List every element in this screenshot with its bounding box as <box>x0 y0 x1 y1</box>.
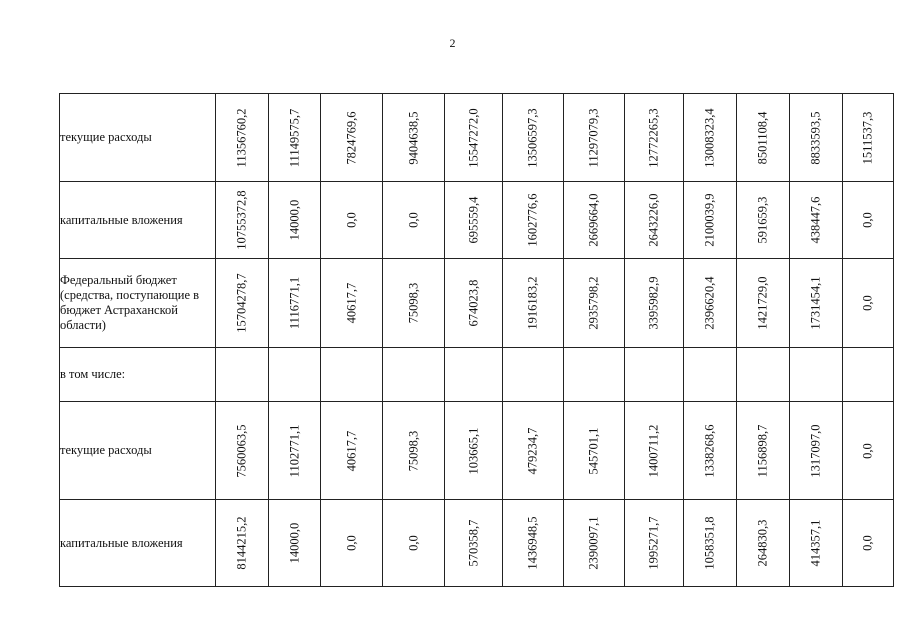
cell-value: 15547272,0 <box>466 107 480 168</box>
value-cell <box>445 259 503 348</box>
cell-value: 2100039,9 <box>702 193 717 247</box>
cell-value: 2390097,1 <box>586 516 601 570</box>
value-cell <box>790 94 843 182</box>
cell-value: 75098,3 <box>406 282 420 324</box>
cell-value: 2669664,0 <box>586 193 601 247</box>
cell-value: 1731454,1 <box>808 276 823 330</box>
row-capital-investments <box>60 182 894 259</box>
cell-value: 13008323,4 <box>702 107 717 168</box>
row-label: Федеральный бюджет (средства, поступающие в бюджет Астраханской области) <box>60 259 216 348</box>
cell-value: 570358,7 <box>466 519 480 567</box>
value-cell <box>564 182 625 259</box>
cell-value: 12772265,3 <box>646 107 661 168</box>
value-cell <box>684 402 737 500</box>
cell-value: 1058351,8 <box>702 516 717 570</box>
cell-value: 0,0 <box>860 442 875 459</box>
cell-value: 75098,3 <box>406 430 420 471</box>
value-cell <box>216 94 269 182</box>
value-cell <box>790 182 843 259</box>
row-label: в том числе: <box>60 348 216 402</box>
value-cell <box>625 182 684 259</box>
cell-value: 8833593,5 <box>808 110 823 165</box>
value-cell <box>321 182 383 259</box>
cell-value: 0,0 <box>860 535 875 551</box>
row-federal-capital-investments <box>60 500 894 587</box>
value-cell <box>564 500 625 587</box>
cell-value: 11356760,2 <box>234 108 249 167</box>
value-cell <box>445 348 503 402</box>
value-cell <box>843 182 894 259</box>
row-label: капитальные вложения <box>60 500 216 587</box>
value-cell <box>216 500 269 587</box>
value-cell <box>503 500 564 587</box>
cell-value: 695559,4 <box>466 196 480 244</box>
cell-value: 0,0 <box>860 295 875 311</box>
cell-value: 1317097,0 <box>808 423 823 478</box>
value-cell <box>564 402 625 500</box>
cell-value: 103665,1 <box>466 427 480 474</box>
value-cell <box>564 94 625 182</box>
value-cell <box>269 259 321 348</box>
row-label: капитальные вложения <box>60 182 216 259</box>
cell-value: 3395982,9 <box>646 276 661 330</box>
cell-value: 10755372,8 <box>234 190 249 250</box>
row-federal-current-expenses <box>60 402 894 500</box>
cell-value: 591659,3 <box>755 196 770 244</box>
value-cell <box>503 348 564 402</box>
value-cell <box>269 402 321 500</box>
cell-value: 1602776,6 <box>525 193 540 247</box>
cell-value: 1436948,5 <box>525 516 540 570</box>
value-cell <box>684 348 737 402</box>
value-cell <box>383 402 445 500</box>
cell-value: 438447,6 <box>808 196 823 244</box>
value-cell <box>445 402 503 500</box>
cell-value: 1400711,2 <box>646 424 661 477</box>
cell-value: 9404638,5 <box>406 110 420 165</box>
cell-value: 1102771,1 <box>287 424 301 477</box>
value-cell <box>843 94 894 182</box>
value-cell <box>790 402 843 500</box>
page-number: 2 <box>449 36 456 50</box>
value-cell <box>269 348 321 402</box>
cell-value: 1421729,0 <box>755 276 770 330</box>
value-cell <box>790 348 843 402</box>
value-cell <box>445 94 503 182</box>
cell-value: 1995271,7 <box>646 516 661 570</box>
value-cell <box>321 348 383 402</box>
row-label: текущие расходы <box>60 402 216 500</box>
cell-value: 1511537,3 <box>860 111 875 164</box>
value-cell <box>684 259 737 348</box>
value-cell <box>625 402 684 500</box>
value-cell <box>737 94 790 182</box>
row-label: текущие расходы <box>60 94 216 182</box>
cell-value: 0,0 <box>344 212 358 228</box>
value-cell <box>321 500 383 587</box>
value-cell <box>321 259 383 348</box>
value-cell <box>216 348 269 402</box>
value-cell <box>383 94 445 182</box>
cell-value: 7560063,5 <box>234 423 249 478</box>
cell-value: 1916183,2 <box>525 276 540 330</box>
value-cell <box>684 500 737 587</box>
cell-value: 1156898,7 <box>755 424 770 477</box>
value-cell <box>503 259 564 348</box>
cell-value: 15704278,7 <box>234 273 249 333</box>
value-cell <box>843 259 894 348</box>
cell-value: 13506597,3 <box>525 107 540 168</box>
value-cell <box>269 500 321 587</box>
cell-value: 1116771,1 <box>287 276 301 330</box>
budget-table <box>59 93 894 587</box>
cell-value: 0,0 <box>860 212 875 228</box>
cell-value: 545701,1 <box>586 427 601 474</box>
cell-value: 2643226,0 <box>646 193 661 247</box>
value-cell <box>790 259 843 348</box>
value-cell <box>383 182 445 259</box>
value-cell <box>737 500 790 587</box>
value-cell <box>564 259 625 348</box>
value-cell <box>445 182 503 259</box>
value-cell <box>383 500 445 587</box>
value-cell <box>625 94 684 182</box>
cell-value: 8144215,2 <box>234 516 249 570</box>
cell-value: 8501108,4 <box>755 111 770 164</box>
value-cell <box>843 500 894 587</box>
cell-value: 414357,1 <box>808 519 823 567</box>
cell-value: 7824769,6 <box>344 110 358 165</box>
value-cell <box>564 348 625 402</box>
value-cell <box>625 348 684 402</box>
cell-value: 11149575,7 <box>287 108 301 167</box>
value-cell <box>269 94 321 182</box>
cell-value: 0,0 <box>406 212 420 228</box>
cell-value: 1338268,6 <box>702 423 717 478</box>
row-federal-budget <box>60 259 894 348</box>
cell-value: 264830,3 <box>755 519 770 567</box>
row-including <box>60 348 894 402</box>
value-cell <box>737 402 790 500</box>
value-cell <box>216 182 269 259</box>
value-cell <box>503 402 564 500</box>
cell-value: 479234,7 <box>525 427 540 474</box>
value-cell <box>383 348 445 402</box>
value-cell <box>684 182 737 259</box>
value-cell <box>216 402 269 500</box>
value-cell <box>843 402 894 500</box>
cell-value: 0,0 <box>406 535 420 551</box>
cell-value: 2396620,4 <box>702 276 717 330</box>
value-cell <box>269 182 321 259</box>
cell-value: 0,0 <box>344 535 358 551</box>
cell-value: 2935798,2 <box>586 276 601 330</box>
cell-value: 674023,8 <box>466 279 480 327</box>
value-cell <box>503 94 564 182</box>
value-cell <box>625 500 684 587</box>
cell-value: 14000,0 <box>287 522 301 564</box>
value-cell <box>383 259 445 348</box>
value-cell <box>445 500 503 587</box>
value-cell <box>625 259 684 348</box>
value-cell <box>843 348 894 402</box>
value-cell <box>737 182 790 259</box>
value-cell <box>216 259 269 348</box>
value-cell <box>321 94 383 182</box>
value-cell <box>684 94 737 182</box>
value-cell <box>321 402 383 500</box>
row-current-expenses <box>60 94 894 182</box>
cell-value: 11297079,3 <box>586 108 601 167</box>
cell-value: 40617,7 <box>344 282 358 324</box>
value-cell <box>503 182 564 259</box>
value-cell <box>737 259 790 348</box>
value-cell <box>790 500 843 587</box>
value-cell <box>737 348 790 402</box>
cell-value: 14000,0 <box>287 199 301 241</box>
cell-value: 40617,7 <box>344 430 358 471</box>
